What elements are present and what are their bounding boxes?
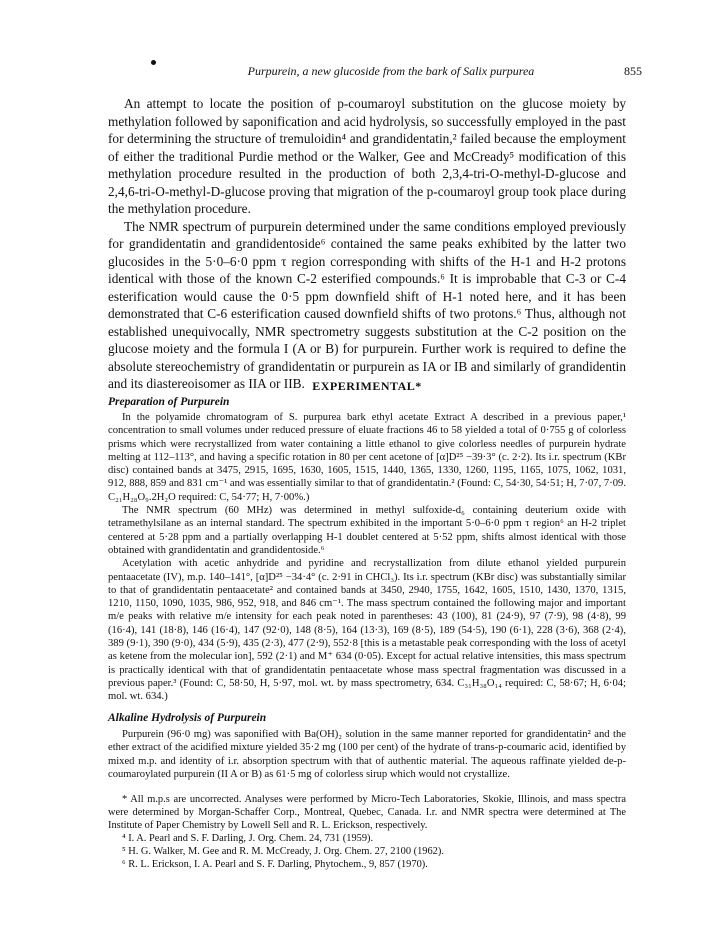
- hydrolysis-section: [108, 728, 626, 781]
- footnotes: [108, 793, 626, 871]
- preparation-paragraph-3: Acetylation with acetic anhydride and pyridine and recrystallization from dilute ethanol yielded purpurein pentaacetate (IV), m.p. 140–141°, [α]D²⁵ −34·4° (c. 2·91 in CHCl₃). Its i.r. spectrum (KBr disc) was substantially similar to that of grandidentatin pentaacetate² and contained bands at 3450, 2940, 1755, 1642, 1605, 1510, 1430, 1370, 1315, 1210, 1150, 1090, 1035, 986, 952, 918, and 846 cm⁻¹. The mass spectrum contained the following major and important m/e peaks with relative m/e intensity for each peak noted in parentheses: 43 (100), 81 (24·9), 97 (7·9), 98 (4·8), 99 (16·4), 141 (18·8), 146 (16·4), 147 (92·0), 148 (8·5), 164 (13·3), 169 (8·5), 189 (54·5), 190 (6·1), 228 (3·6), 368 (2·4), 389 (9·1), 390 (9·0), 434 (5·9), 435 (2·3), 477 (2·9), 552·8 [this is a metastable peak corresponding with the loss of acetyl as ketene from the molecular ion], 592 (2·1) and M⁺ 634 (0·05). Except for actual relative intensities, this mass spectrum is practically identical with that of grandidentatin pentaacetate whose mass spectral fragmentation was discussed in a previous paper.³ (Found: C, 58·50, H, 5·97, mol. wt. by mass spectrometry, 634. C₃₁H₃₈O₁₄ required: C, 58·67; H, 6·04; mol. wt. 634.): [108, 558, 626, 703]
- footnote-star: * All m.p.s are uncorrected. Analyses were performed by Micro-Tech Laboratories, Skokie, Illinois, and mass spectra were determined by Morgan-Schaffer Corp., Montreal, Quebec, Canada. I.r. and NMR spectra were determined at The Institute of Paper Chemistry by Lowell Sell and R. L. Erickson, respectively.: [108, 794, 626, 831]
- hydrolysis-paragraph-1: Purpurein (96·0 mg) was saponified with Ba(OH)₂ solution in the same manner reported for grandidentatin² and the ether extract of the acidified mixture yielded 35·2 mg (100 per cent) of the hydrate of trans-p-coumaric acid, identified by mixed m.p. and identity of i.r. absorption spectrum with that of authentic material. The aqueous raffinate yielded de-p-coumaroylated purpurein (II A or B) as 61·5 mg of colorless sirup which would not crystallize.: [108, 729, 626, 780]
- page-number: 855: [624, 64, 642, 78]
- footnote-ref-5: ⁵ H. G. Walker, M. Gee and R. M. McCready, J. Org. Chem. 27, 2100 (1962).: [122, 846, 444, 857]
- preparation-section: [108, 411, 626, 704]
- experimental-heading: EXPERIMENTAL*: [312, 379, 422, 393]
- intro-paragraph-1: An attempt to locate the position of p-coumaroyl substitution on the glucose moiety by methylation followed by saponification and acid hydrolysis, so successfully employed in the past for determining the structure of tremuloidin⁴ and grandidentatin,² failed because the employment of either the traditional Purdie method or the Walker, Gee and McCready⁵ modification of this methylation procedure resulted in the production of both 2,3,4-tri-O-methyl-D-glucose and 2,4,6-tri-O-methyl-D-glucose proving that migration of the p-coumaroyl group took place during the methylation procedure.: [108, 96, 626, 216]
- footnote-ref-4: ⁴ I. A. Pearl and S. F. Darling, J. Org. Chem. 24, 731 (1959).: [122, 833, 374, 844]
- page-mark-dot: [151, 60, 156, 65]
- preparation-heading: Preparation of Purpurein: [108, 396, 230, 408]
- footnote-ref-6: ⁶ R. L. Erickson, I. A. Pearl and S. F. Darling, Phytochem., 9, 857 (1970).: [122, 859, 428, 870]
- hydrolysis-heading: Alkaline Hydrolysis of Purpurein: [108, 712, 267, 724]
- intro-paragraph-2: The NMR spectrum of purpurein determined under the same conditions employed previously for grandidentatin and grandidentoside⁶ contained the same peaks exhibited by the latter two glucosides in the 5·0–6·0 ppm τ region corresponding with shifts of the H-1 and H-2 protons identical with those of the known C-2 esterified compounds.⁶ It is improbable that C-3 or C-4 esterification would cause the 0·5 ppm downfield shift of H-1 noted here, and it has been demonstrated that C-6 esterification caused downfield shifts of two protons.⁶ Thus, although not established unequivocally, NMR spectrometry suggests substitution at the C-2 position on the glucose moiety and the formula I (A or B) for purpurein. Further work is required to define the absolute stereochemistry of grandidentatin or purpurein as IA or IB and similarly of grandidentin and its diastereoisomer as IIA or IIB.: [108, 218, 626, 391]
- preparation-paragraph-2: The NMR spectrum (60 MHz) was determined in methyl sulfoxide-d₆ containing deuterium oxide with tetramethylsilane as an internal standard. The spectrum exhibited in the important 5·0–6·0 ppm τ region⁶ an H-2 triplet centered at 5·28 ppm and a partially overlapping H-1 doublet centered at 5·52 ppm, shifts almost identical with those obtained with grandidentatin and grandidentoside.⁶: [108, 505, 626, 556]
- intro-section: [108, 95, 626, 393]
- preparation-paragraph-1: In the polyamide chromatogram of S. purpurea bark ethyl acetate Extract A described in a previous paper,¹ concentration to small volumes under reduced pressure of eluate fractions 46 to 58 yielded a total of 0·755 g of colorless prisms which were recrystallized from water containing a little ethanol to give colorless needles of purpurein hydrate melting at 112–113°, and having a specific rotation in 80 per cent acetone of [α]D²⁵ −39·3° (c. 2·2). Its i.r. spectrum (KBr disc) contained bands at 3475, 2915, 1695, 1630, 1605, 1515, 1440, 1365, 1330, 1260, 1195, 1165, 1075, 1062, 1031, 912, 888, 859 and 831 cm⁻¹ and was essentially similar to that of grandidentatin.² (Found: C, 54·30, 54·51; H, 7·07, 7·09. C₂₁H₂₈O₉.2H₂O required: C, 54·77; H, 7·00%.): [108, 412, 626, 503]
- running-title: Purpurein, a new glucoside from the bark of Salix purpurea: [247, 64, 535, 78]
